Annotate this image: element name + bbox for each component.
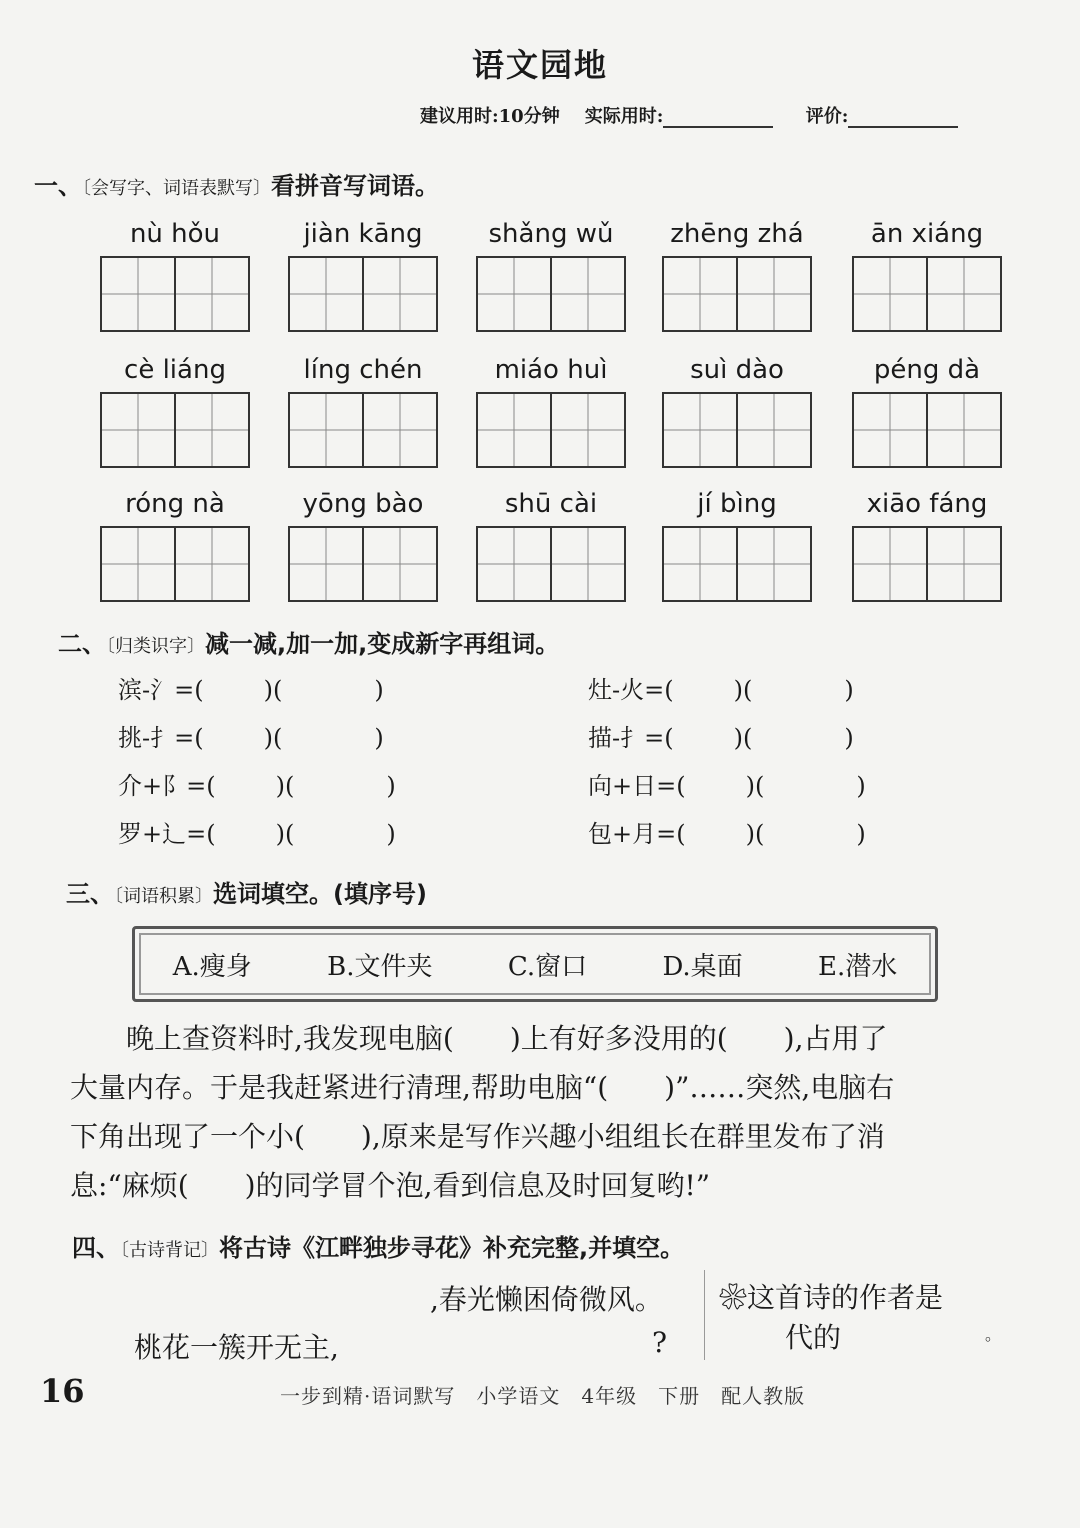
page-title: 语文园地 <box>471 46 608 84</box>
q2-number: 二、 <box>58 630 106 658</box>
paragraph-line: 下角出现了一个小( ),原来是写作兴趣小组组长在群里发布了消 <box>70 1120 885 1153</box>
writing-box[interactable] <box>176 528 248 600</box>
q3-number: 三、 <box>66 880 114 908</box>
writing-box[interactable] <box>176 258 248 330</box>
pinyin-text: nù hǒu <box>129 219 221 249</box>
equation-mid: )( <box>275 820 295 848</box>
option-e: E.潜水 <box>818 951 898 982</box>
character-boxes <box>852 256 1002 332</box>
character-boxes <box>662 256 812 332</box>
character-boxes <box>662 526 812 602</box>
pinyin-text: shǎng wǔ <box>488 219 614 249</box>
evaluation-field[interactable] <box>848 108 958 128</box>
writing-box[interactable] <box>738 394 810 466</box>
writing-box[interactable] <box>664 258 738 330</box>
pinyin-item <box>662 216 812 332</box>
author-question: ❀这首诗的作者是 <box>719 1281 944 1314</box>
writing-box[interactable] <box>552 528 624 600</box>
suggested-time: 建议用时:10分钟 <box>420 106 560 127</box>
equation-right <box>588 766 866 801</box>
pinyin-item <box>100 486 250 602</box>
writing-box[interactable] <box>176 394 248 466</box>
actual-time-label: 实际用时: <box>584 106 664 127</box>
equation-right <box>588 718 854 753</box>
pinyin-item <box>288 352 438 468</box>
character-boxes <box>476 526 626 602</box>
paragraph-line: 大量内存。于是我赶紧进行清理,帮助电脑“( )”……突然,电脑右 <box>70 1071 895 1104</box>
pinyin-text: róng nà <box>125 489 225 519</box>
writing-box[interactable] <box>854 528 928 600</box>
character-boxes <box>100 526 250 602</box>
writing-box[interactable] <box>552 258 624 330</box>
pinyin-text: miáo huì <box>494 355 608 385</box>
pinyin-text: zhēng zhá <box>670 219 804 249</box>
pinyin-item <box>476 352 626 468</box>
equation-end: ) <box>386 820 396 848</box>
equation-end: ) <box>374 724 384 752</box>
equation-end: ) <box>844 676 854 704</box>
equation-end: ) <box>374 676 384 704</box>
character-boxes <box>100 392 250 468</box>
page-number: 16 <box>40 1372 85 1410</box>
evaluation-label: 评价: <box>805 106 849 127</box>
character-boxes <box>662 392 812 468</box>
equation-left <box>118 766 396 801</box>
actual-time-field[interactable] <box>663 108 773 128</box>
pinyin-item <box>288 216 438 332</box>
equation-expr: 描-扌=( <box>588 724 674 752</box>
equation-end: ) <box>844 724 854 752</box>
equation-mid: )( <box>733 676 753 704</box>
writing-box[interactable] <box>102 394 176 466</box>
pinyin-text: jí bìng <box>697 489 777 519</box>
equation-expr: 包+月=( <box>588 820 686 848</box>
pinyin-text: cè liáng <box>124 355 226 385</box>
paragraph-line: 息:“麻烦( )的同学冒个泡,看到信息及时回复哟!” <box>70 1169 711 1202</box>
fill-paragraph <box>70 1014 1010 1210</box>
q1-heading <box>34 166 439 201</box>
equation-left <box>118 670 384 705</box>
pinyin-text: jiàn kāng <box>303 219 423 249</box>
writing-box[interactable] <box>290 394 364 466</box>
equation-mid: )( <box>733 724 753 752</box>
q1-tag: 〔会写字、词语表默写〕 <box>82 178 271 199</box>
equation-right <box>588 670 854 705</box>
poem-line-2-end: ? <box>652 1326 668 1359</box>
character-boxes <box>852 526 1002 602</box>
equation-mid: )( <box>745 820 765 848</box>
equation-expr: 介+阝=( <box>118 772 216 800</box>
pinyin-item <box>852 216 1002 332</box>
word-options-box <box>132 926 938 1002</box>
equation-mid: )( <box>275 772 295 800</box>
time-meta <box>420 102 1020 128</box>
pinyin-item <box>476 486 626 602</box>
writing-box[interactable] <box>738 528 810 600</box>
writing-box[interactable] <box>664 394 738 466</box>
equation-right <box>588 814 866 849</box>
q3-heading <box>66 874 427 909</box>
equation-expr: 挑-扌=( <box>118 724 204 752</box>
equation-mid: )( <box>745 772 765 800</box>
equation-left <box>118 718 384 753</box>
equation-expr: 灶-火=( <box>588 676 674 704</box>
writing-box[interactable] <box>552 394 624 466</box>
writing-box[interactable] <box>290 258 364 330</box>
pinyin-text: yōng bào <box>302 489 424 519</box>
period-mark: 。 <box>985 1325 1002 1344</box>
option-d: D.桌面 <box>662 951 743 982</box>
pinyin-text: suì dào <box>690 355 784 385</box>
writing-box[interactable] <box>738 258 810 330</box>
equation-end: ) <box>386 772 396 800</box>
character-boxes <box>476 256 626 332</box>
pinyin-text: péng dà <box>873 355 981 385</box>
pinyin-item <box>476 216 626 332</box>
equation-expr: 滨-氵=( <box>118 676 204 704</box>
writing-box[interactable] <box>478 528 552 600</box>
q1-instruction: 看拼音写词语。 <box>271 172 439 200</box>
q2-tag: 〔归类识字〕 <box>106 636 205 657</box>
writing-box[interactable] <box>928 528 1000 600</box>
pinyin-item <box>662 352 812 468</box>
dynasty-question: 代的 <box>785 1321 842 1354</box>
character-boxes <box>852 392 1002 468</box>
book-series: 一步到精·语词默写 小学语文 4年级 下册 配人教版 <box>280 1384 806 1408</box>
writing-box[interactable] <box>854 394 928 466</box>
poem-line-1: ,春光懒困倚微风。 <box>430 1283 663 1316</box>
equation-mid: )( <box>263 676 283 704</box>
pinyin-item <box>662 486 812 602</box>
writing-box[interactable] <box>928 258 1000 330</box>
writing-box[interactable] <box>928 394 1000 466</box>
pinyin-item <box>852 486 1002 602</box>
option-c: C.窗口 <box>507 951 588 982</box>
page-footer <box>0 1372 1080 1412</box>
q1-number: 一、 <box>34 172 82 200</box>
pinyin-text: ān xiáng <box>870 219 984 249</box>
equation-mid: )( <box>263 724 283 752</box>
poem-line-2: 桃花一簇开无主, <box>134 1331 339 1364</box>
writing-box[interactable] <box>364 258 436 330</box>
writing-box[interactable] <box>664 528 738 600</box>
pinyin-text: shū cài <box>504 489 598 519</box>
writing-box[interactable] <box>102 258 176 330</box>
pinyin-item <box>100 352 250 468</box>
option-a: A.瘦身 <box>172 951 252 982</box>
paragraph-line: 晚上查资料时,我发现电脑( )上有好多没用的( ),占用了 <box>126 1022 888 1055</box>
equation-expr: 罗+辶=( <box>118 820 216 848</box>
character-boxes <box>288 526 438 602</box>
equation-end: ) <box>856 820 866 848</box>
q4-number: 四、 <box>72 1234 120 1262</box>
equation-left <box>118 814 396 849</box>
pinyin-item <box>100 216 250 332</box>
writing-box[interactable] <box>854 258 928 330</box>
writing-box[interactable] <box>478 258 552 330</box>
q4-tag: 〔古诗背记〕 <box>120 1240 219 1261</box>
q4-heading <box>72 1228 684 1263</box>
writing-box[interactable] <box>102 528 176 600</box>
pinyin-item <box>852 352 1002 468</box>
q4-instruction: 将古诗《江畔独步寻花》补充完整,并填空。 <box>219 1234 685 1262</box>
character-boxes <box>100 256 250 332</box>
writing-box[interactable] <box>364 528 436 600</box>
q2-heading <box>58 624 559 659</box>
q2-instruction: 减一减,加一加,变成新字再组词。 <box>205 630 560 658</box>
pinyin-text: xiāo fáng <box>866 489 988 519</box>
q3-instruction: 选词填空。(填序号) <box>213 880 427 908</box>
writing-box[interactable] <box>290 528 364 600</box>
pinyin-item <box>288 486 438 602</box>
poem-side-question <box>704 1270 1011 1360</box>
pinyin-text: líng chén <box>303 355 423 385</box>
writing-box[interactable] <box>478 394 552 466</box>
character-boxes <box>288 256 438 332</box>
character-boxes <box>476 392 626 468</box>
option-b: B.文件夹 <box>327 951 433 982</box>
equation-end: ) <box>856 772 866 800</box>
character-boxes <box>288 392 438 468</box>
q3-tag: 〔词语积累〕 <box>114 886 213 907</box>
equation-expr: 向+日=( <box>588 772 686 800</box>
writing-box[interactable] <box>364 394 436 466</box>
